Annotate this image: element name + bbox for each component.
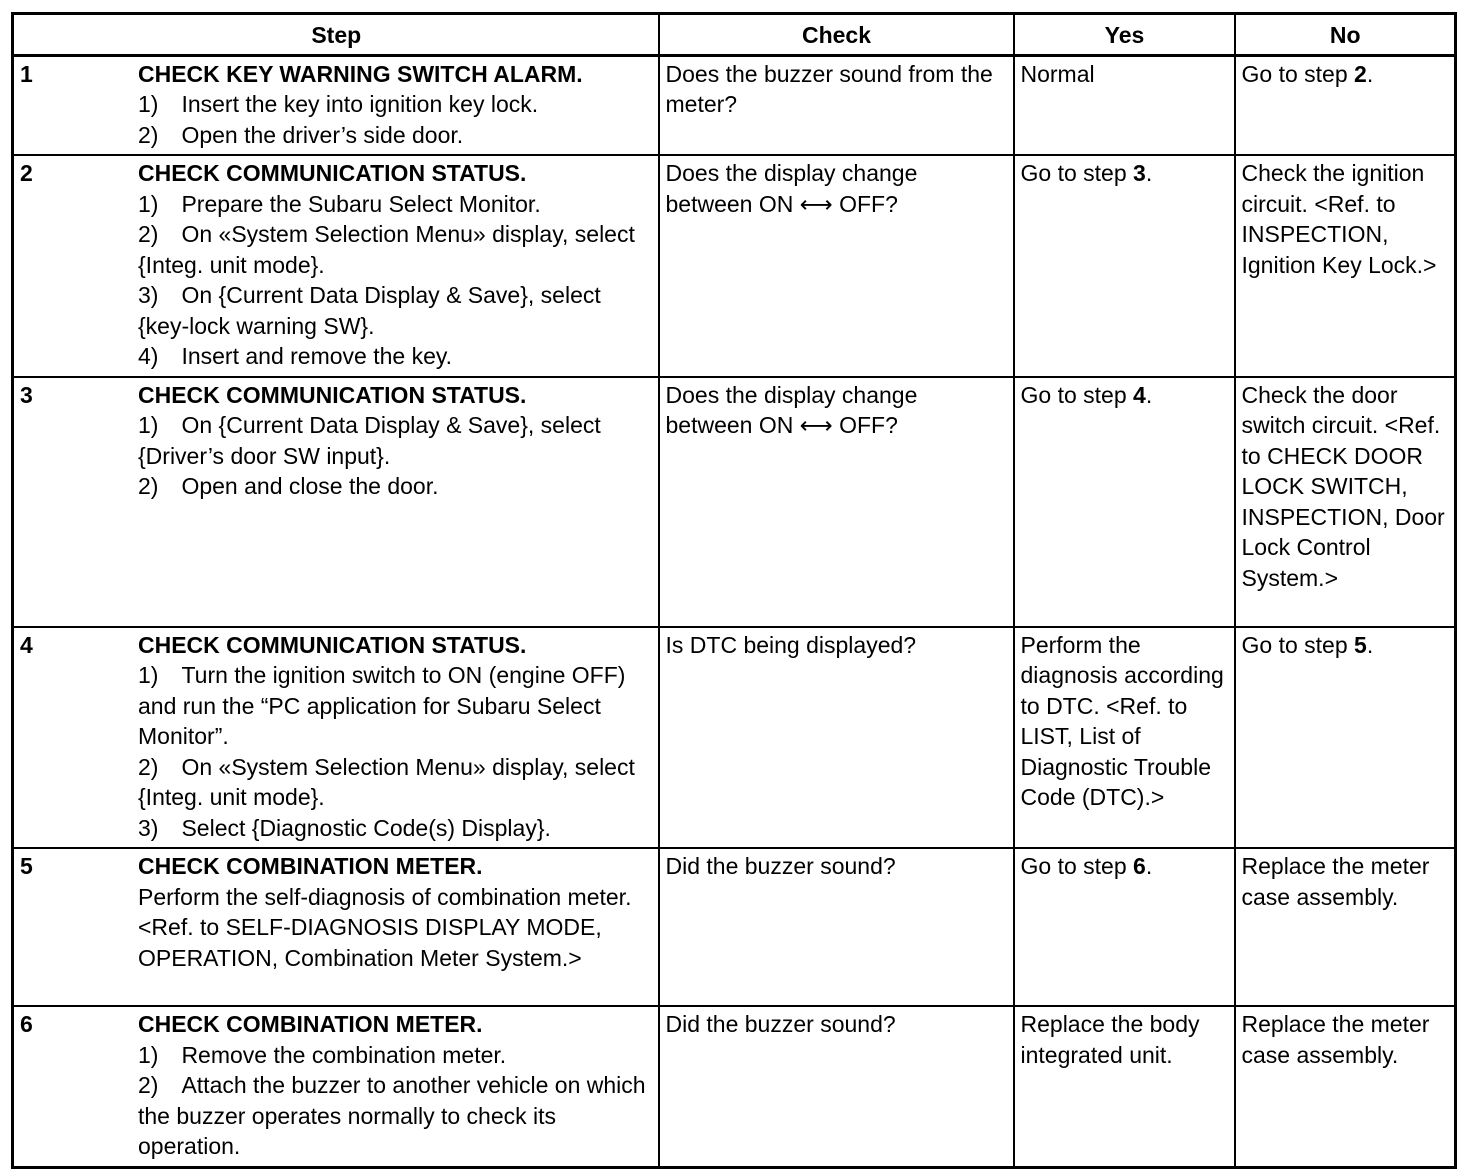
header-yes: Yes: [1014, 14, 1235, 56]
yes-cell: Perform the diagnosis according to DTC. <Ref. to LIST, List of Diagnostic Trouble Code (DTC).>: [1014, 627, 1235, 849]
no-text-suffix: .: [1366, 60, 1374, 87]
step-instruction: 2) On «System Selection Menu» display, select {Integ. unit mode}.: [138, 753, 635, 810]
step-instruction: 2) Open and close the door.: [138, 473, 439, 499]
step-cell: [13, 848, 659, 1006]
yes-cell: [1014, 848, 1235, 1006]
step-title: CHECK COMBINATION METER.: [138, 1011, 483, 1037]
yes-text-suffix: .: [1145, 853, 1153, 879]
no-cell: [1235, 627, 1456, 849]
step-instruction: Perform the self-diagnosis of combination meter. <Ref. to SELF-DIAGNOSIS DISPLAY MODE, OPERATION, Combination Meter System.>: [138, 883, 632, 971]
diagnostic-procedure-page: [11, 12, 1454, 1169]
check-cell: Did the buzzer sound?: [659, 1006, 1014, 1167]
step-instruction: 3) Select {Diagnostic Code(s) Display}.: [138, 814, 551, 841]
check-cell: Does the buzzer sound from the meter?: [659, 55, 1014, 155]
check-cell: Does the display change between ON ⟷ OFF?: [659, 377, 1014, 627]
step-reference: 3: [1133, 160, 1146, 186]
yes-cell: Normal: [1014, 55, 1235, 155]
step-instruction: 2) Attach the buzzer to another vehicle on which the buzzer operates normally to check its operation.: [138, 1072, 646, 1159]
yes-cell: [1014, 377, 1235, 627]
no-text: Go to step: [1241, 631, 1355, 658]
check-cell: Did the buzzer sound?: [659, 848, 1014, 1006]
yes-text: Go to step: [1020, 160, 1134, 186]
step-instruction: 2) On «System Selection Menu» display, select {Integ. unit mode}.: [138, 221, 635, 278]
step-cell: [13, 155, 659, 377]
step-number: 6: [20, 1011, 33, 1037]
yes-text-suffix: .: [1145, 160, 1153, 186]
step-title: CHECK KEY WARNING SWITCH ALARM.: [138, 60, 583, 87]
table-row: [13, 155, 1456, 377]
step-instruction: 1) Prepare the Subaru Select Monitor.: [138, 190, 541, 217]
step-instruction: 2) Open the driver’s side door.: [138, 121, 464, 148]
yes-cell: Replace the body integrated unit.: [1014, 1006, 1235, 1167]
step-cell: [13, 377, 659, 627]
step-reference: 6: [1133, 853, 1146, 879]
step-instruction: 1) Remove the combination meter.: [138, 1041, 507, 1068]
step-instruction: 3) On {Current Data Display & Save}, select {key-lock warning SW}.: [138, 282, 601, 339]
check-cell: Does the display change between ON ⟷ OFF?: [659, 155, 1014, 377]
table-row: [13, 55, 1456, 155]
step-title: CHECK COMBINATION METER.: [138, 853, 483, 879]
yes-cell: [1014, 155, 1235, 377]
no-cell: Check the door switch circuit. <Ref. to CHECK DOOR LOCK SWITCH, INSPECTION, Door Lock Control System.>: [1235, 377, 1456, 627]
step-number: 2: [20, 160, 33, 186]
step-reference: 4: [1133, 381, 1146, 408]
table-row: [13, 848, 1456, 1006]
header-step: Step: [13, 14, 659, 56]
no-cell: Check the ignition circuit. <Ref. to INSPECTION, Ignition Key Lock.>: [1235, 155, 1456, 377]
header-no: No: [1235, 14, 1456, 56]
step-instruction: 4) Insert and remove the key.: [138, 343, 453, 369]
step-title: CHECK COMMUNICATION STATUS.: [138, 381, 527, 408]
header-check: Check: [659, 14, 1014, 56]
step-instruction: 1) On {Current Data Display & Save}, select {Driver’s door SW input}.: [138, 412, 601, 469]
step-instruction: 1) Insert the key into ignition key lock.: [138, 91, 539, 117]
step-reference: 5: [1354, 631, 1367, 658]
no-cell: Replace the meter case assembly.: [1235, 848, 1456, 1006]
step-cell: [13, 55, 659, 155]
table-row: [13, 1006, 1456, 1167]
step-title: CHECK COMMUNICATION STATUS.: [138, 631, 527, 658]
no-text: Go to step: [1241, 60, 1355, 87]
diagnostic-table: [11, 12, 1457, 1169]
table-row: [13, 377, 1456, 627]
no-cell: Replace the meter case assembly.: [1235, 1006, 1456, 1167]
no-text-suffix: .: [1366, 631, 1374, 658]
yes-text: Go to step: [1020, 381, 1134, 408]
step-title: CHECK COMMUNICATION STATUS.: [138, 160, 527, 186]
step-cell: [13, 627, 659, 849]
step-instruction: 1) Turn the ignition switch to ON (engine OFF) and run the “PC application for Subaru Select Monitor”.: [138, 662, 626, 749]
yes-text: Go to step: [1020, 853, 1134, 879]
step-number: 5: [20, 853, 33, 879]
check-cell: Is DTC being displayed?: [659, 627, 1014, 849]
step-number: 4: [20, 631, 33, 658]
step-reference: 2: [1354, 60, 1367, 87]
table-row: [13, 627, 1456, 849]
table-header-row: [13, 14, 1456, 56]
step-number: 1: [20, 60, 33, 87]
yes-text-suffix: .: [1145, 381, 1153, 408]
step-cell: [13, 1006, 659, 1167]
no-cell: [1235, 55, 1456, 155]
step-number: 3: [20, 381, 33, 408]
